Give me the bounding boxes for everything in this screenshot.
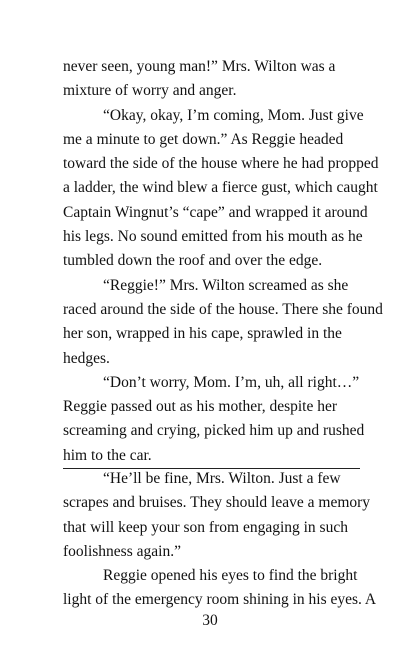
text-line: that will keep your son from engaging in such bbox=[63, 518, 348, 536]
paragraph-first-line: “Don’t worry, Mom. I’m, uh, all right…” bbox=[103, 373, 360, 391]
paragraph-first-line: “Reggie!” Mrs. Wilton screamed as she bbox=[103, 276, 349, 294]
text-line: screaming and crying, picked him up and rushed bbox=[63, 422, 365, 440]
page-number: 30 bbox=[202, 612, 218, 629]
text-line: her son, wrapped in his cape, sprawled in the bbox=[63, 325, 342, 343]
paragraph-first-line: “Okay, okay, I’m coming, Mom. Just give bbox=[103, 106, 364, 124]
text-line: light of the emergency room shining in his eyes. A bbox=[63, 591, 377, 609]
text-line: foolishness again.” bbox=[63, 542, 181, 560]
text-line: Reggie passed out as his mother, despite her bbox=[63, 398, 338, 416]
text-line: toward the side of the house where he had propped bbox=[63, 155, 379, 173]
text-line: him to the car. bbox=[63, 446, 152, 464]
text-line: hedges. bbox=[63, 349, 110, 367]
text-block-before-break bbox=[63, 55, 383, 468]
text-line: never seen, young man!” Mrs. Wilton was a bbox=[63, 58, 336, 75]
text-line: me a minute to get down.” As Reggie headed bbox=[63, 130, 344, 148]
text-line: raced around the side of the house. There she found bbox=[63, 300, 383, 318]
text-block-after-break bbox=[63, 467, 377, 613]
text-line: Captain Wingnut’s “cape” and wrapped it around bbox=[63, 203, 368, 221]
text-line: a ladder, the wind blew a fierce gust, which caught bbox=[63, 179, 378, 197]
text-line: tumbled down the roof and over the edge. bbox=[63, 252, 323, 270]
paragraph-first-line: Reggie opened his eyes to find the bright bbox=[103, 567, 358, 585]
text-line: scrapes and bruises. They should leave a memory bbox=[63, 494, 371, 512]
paragraph-first-line: “He’ll be fine, Mrs. Wilton. Just a few bbox=[103, 470, 341, 487]
text-line: his legs. No sound emitted from his mouth as he bbox=[63, 228, 363, 246]
text-line: mixture of worry and anger. bbox=[63, 82, 237, 100]
